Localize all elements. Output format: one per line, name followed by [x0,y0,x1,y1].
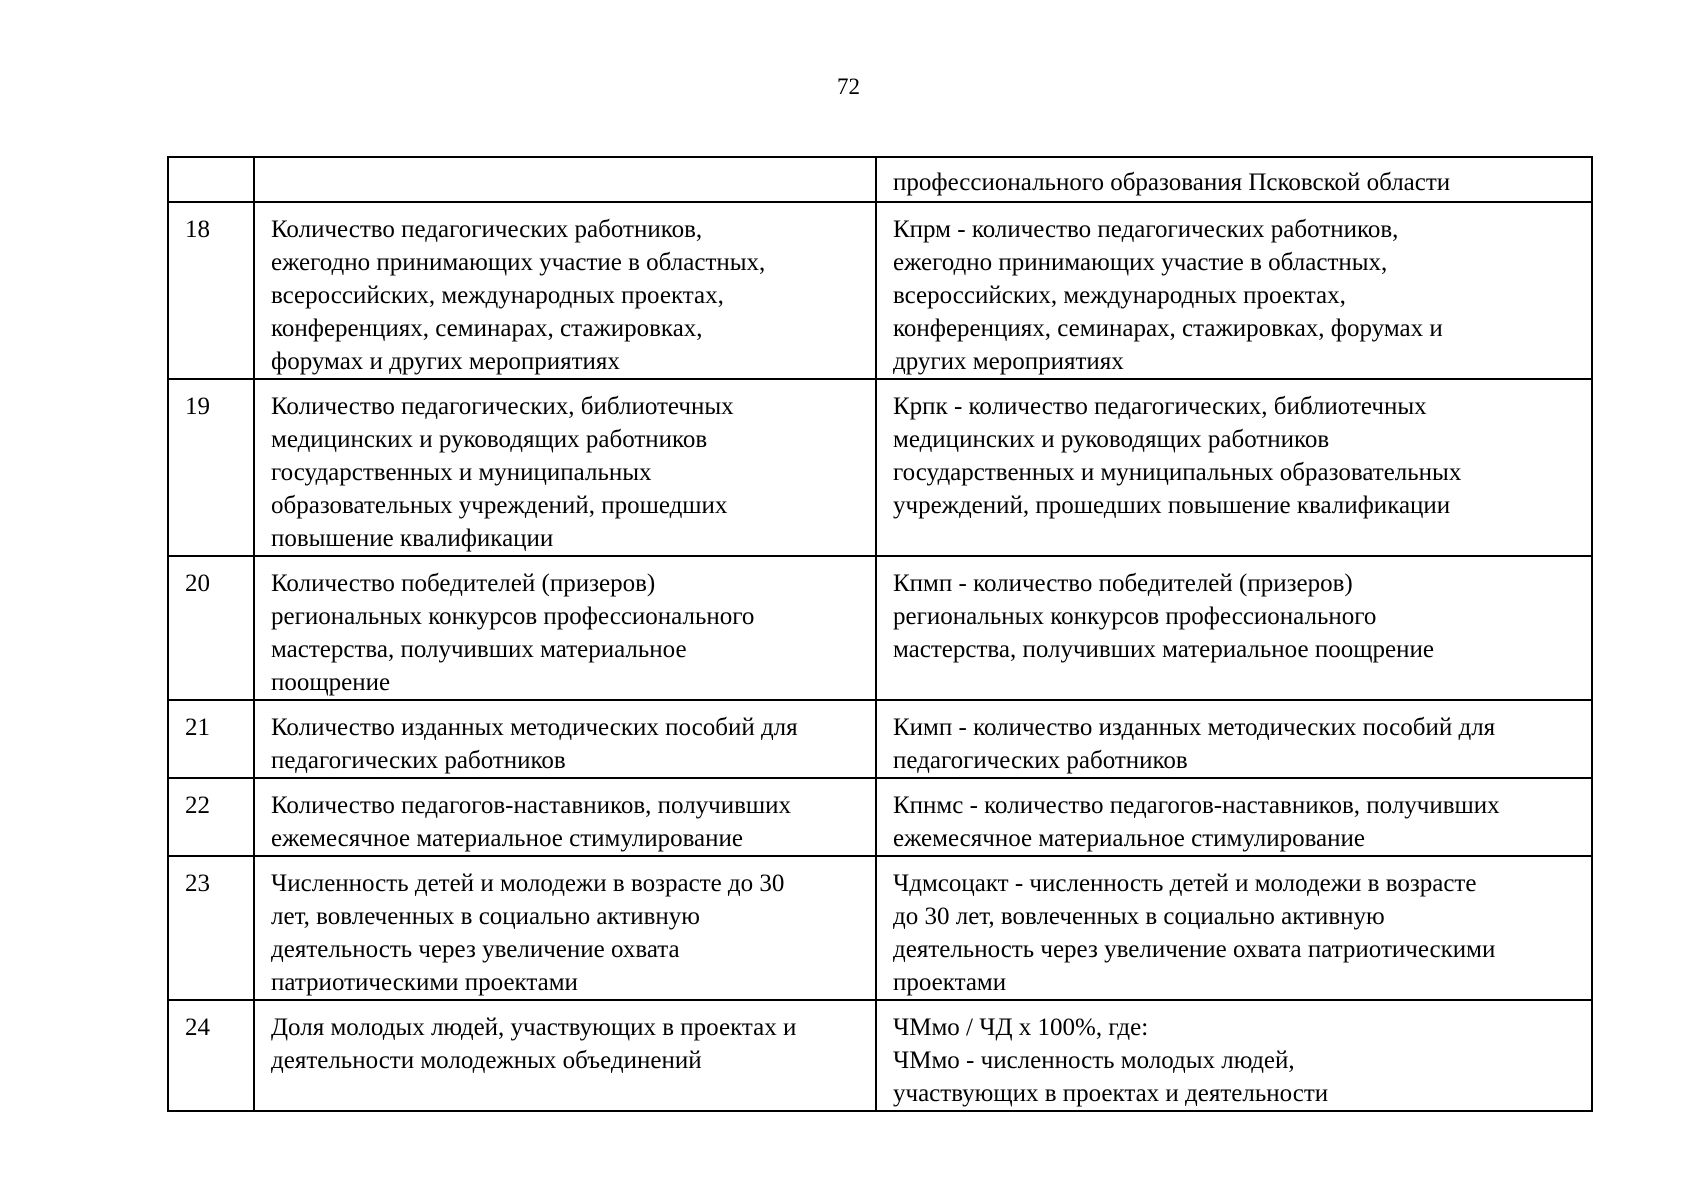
cell-number: 21 [168,700,254,778]
text-line: медицинских и руководящих работников [893,426,1330,453]
table-row [168,202,1592,379]
cell-calculation-method [876,778,1592,856]
text-line: Чдмсоцакт - численность детей и молодежи в возрасте [893,870,1477,897]
cell-calculation-method [876,856,1592,1000]
cell-number [168,157,254,202]
text-line: Доля молодых людей, участвующих в проектах и [271,1014,797,1041]
text-line: патриотическими проектами [271,969,578,996]
table-row [168,379,1592,556]
cell-calculation-method [876,1000,1592,1111]
text-line: профессионального образования Псковской области [893,169,1451,196]
cell-indicator-name [254,556,876,700]
table-row-continuation [168,157,1592,202]
text-line: Численность детей и молодежи в возрасте до 30 [271,870,785,897]
text-line: участвующих в проектах и деятельности [893,1080,1329,1107]
text-line: Количество педагогов-наставников, получивших [271,792,792,819]
text-line: региональных конкурсов профессионального [271,603,755,630]
text-line: конференциях, семинарах, стажировках, [271,315,703,342]
cell-calculation-method [876,379,1592,556]
cell-indicator-name [254,856,876,1000]
cell-calculation-method [876,202,1592,379]
text-line: всероссийских, международных проектах, [271,282,724,309]
table-row [168,778,1592,856]
text-line: ЧМмо / ЧД x 100%, где: [893,1014,1149,1041]
cell-number: 23 [168,856,254,1000]
text-line: Крпк - количество педагогических, библиотечных [893,393,1427,420]
cell-number: 19 [168,379,254,556]
cell-indicator-name [254,202,876,379]
text-line: мастерства, получивших материальное поощрение [893,636,1434,663]
text-line: региональных конкурсов профессионального [893,603,1377,630]
text-line: проектами [893,969,1007,996]
indicators-table [167,156,1593,1112]
text-line: Количество изданных методических пособий для [271,714,798,741]
text-line: образовательных учреждений, прошедших [271,492,728,519]
text-line: повышение квалификации [271,525,554,552]
cell-calculation-method [876,700,1592,778]
text-line: конференциях, семинарах, стажировках, форумах и [893,315,1443,342]
page-number: 72 [837,74,860,99]
text-line: ежемесячное материальное стимулирование [271,825,743,852]
cell-indicator-name [254,700,876,778]
table-row [168,556,1592,700]
text-line: деятельности молодежных объединений [271,1047,702,1074]
cell-number: 22 [168,778,254,856]
text-line: педагогических работников [271,747,566,774]
text-line: учреждений, прошедших повышение квалификации [893,492,1451,519]
cell-calculation-method [876,556,1592,700]
text-line: всероссийских, международных проектах, [893,282,1346,309]
cell-indicator-name [254,1000,876,1111]
cell-indicator-name [254,157,876,202]
text-line: лет, вовлеченных в социально активную [271,903,700,930]
cell-calculation-method [876,157,1592,202]
table-row [168,1000,1592,1111]
text-line: мастерства, получивших материальное [271,636,687,663]
text-line: Кпрм - количество педагогических работников, [893,216,1399,243]
text-line: государственных и муниципальных [271,459,652,486]
text-line: ежегодно принимающих участие в областных, [271,249,766,276]
text-line: деятельность через увеличение охвата патриотическими [893,936,1496,963]
table-row [168,700,1592,778]
text-line: других мероприятиях [893,348,1124,375]
cell-number: 24 [168,1000,254,1111]
text-line: Кимп - количество изданных методических пособий для [893,714,1496,741]
cell-indicator-name [254,379,876,556]
text-line: Количество педагогических работников, [271,216,703,243]
text-line: ЧМмо - численность молодых людей, [893,1047,1295,1074]
text-line: Количество педагогических, библиотечных [271,393,734,420]
text-line: государственных и муниципальных образовательных [893,459,1462,486]
cell-number: 20 [168,556,254,700]
text-line: форумах и других мероприятиях [271,348,620,375]
text-line: Кпнмс - количество педагогов-наставников, получивших [893,792,1500,819]
text-line: ежегодно принимающих участие в областных, [893,249,1388,276]
text-line: деятельность через увеличение охвата [271,936,680,963]
text-line: Количество победителей (призеров) [271,570,656,597]
text-line: медицинских и руководящих работников [271,426,708,453]
text-line: до 30 лет, вовлеченных в социально активную [893,903,1385,930]
table-row [168,856,1592,1000]
text-line: Кпмп - количество победителей (призеров) [893,570,1353,597]
cell-number: 18 [168,202,254,379]
text-line: поощрение [271,669,391,696]
text-line: педагогических работников [893,747,1188,774]
cell-indicator-name [254,778,876,856]
text-line: ежемесячное материальное стимулирование [893,825,1365,852]
